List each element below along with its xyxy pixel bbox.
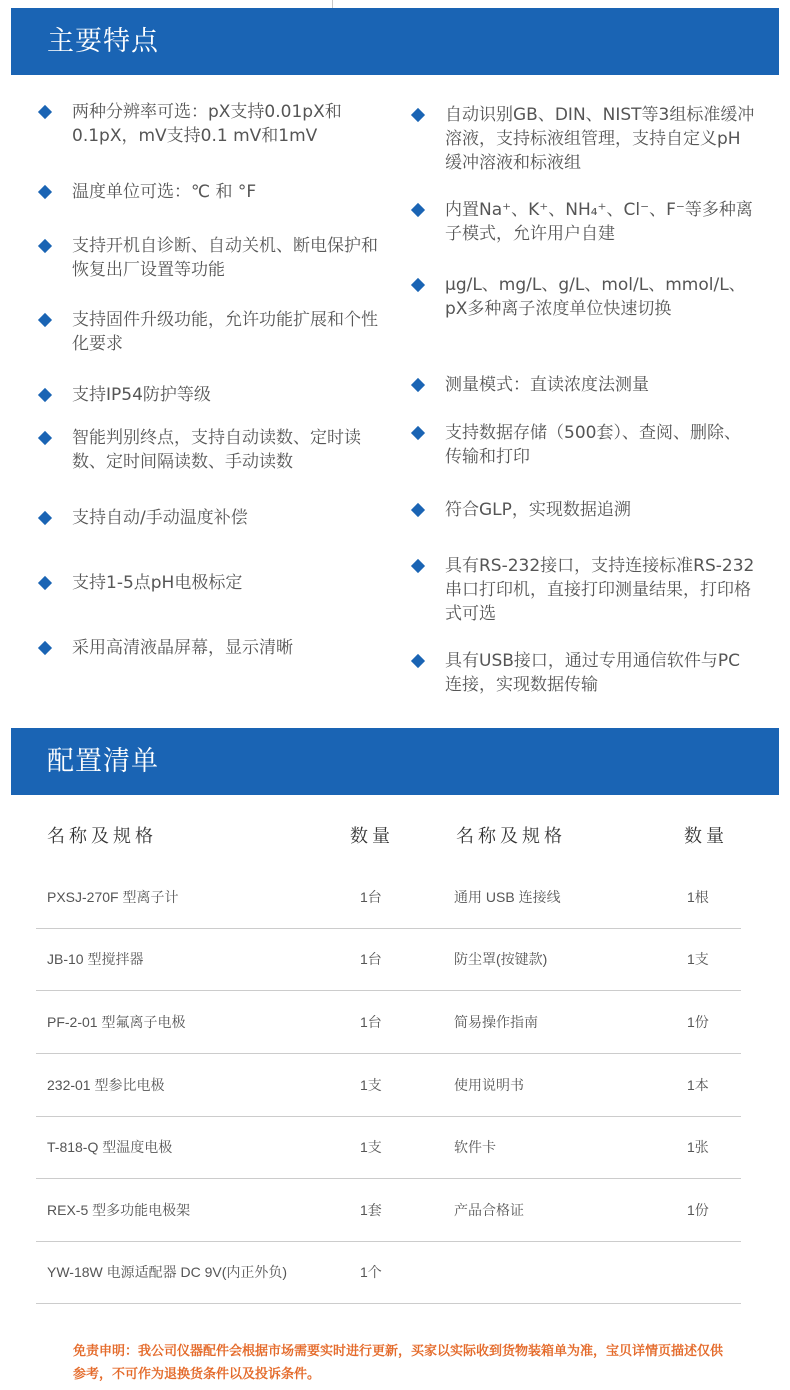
item-name: JB-10 型搅拌器 (47, 951, 144, 967)
item-name: PXSJ-270F 型离子计 (47, 889, 179, 905)
feature-item: 自动识别GB、DIN、NIST等3组标准缓冲溶液，支持标液组管理，支持自定义pH缓冲溶液和标液组 (410, 103, 755, 175)
item-name: YW-18W 电源适配器 DC 9V(内正外负) (47, 1264, 288, 1280)
feature-item: 支持1-5点pH电极标定 (37, 571, 382, 595)
feature-item: 支持开机自诊断、自动关机、断电保护和恢复出厂设置等功能 (37, 234, 382, 282)
feature-item: 温度单位可选：℃ 和 °F (37, 180, 382, 204)
item-qty: 1台 (360, 1014, 382, 1030)
feature-item: μg/L、mg/L、g/L、mol/L、mmol/L、pX多种离子浓度单位快速切换 (410, 273, 755, 321)
item-name: 防尘罩(按键款) (454, 951, 548, 967)
diamond-bullet-icon (38, 313, 52, 327)
table-row (36, 1241, 741, 1304)
diamond-bullet-icon (411, 203, 425, 217)
config-title: 配置清单 (47, 746, 159, 777)
table-row (36, 866, 741, 929)
item-qty: 1台 (360, 951, 382, 967)
item-qty: 1根 (687, 889, 709, 905)
table-row (36, 1054, 741, 1117)
item-name: T-818-Q 型温度电极 (47, 1139, 173, 1155)
feature-item: 支持自动/手动温度补偿 (37, 506, 382, 530)
feature-item: 支持IP54防护等级 (37, 383, 382, 407)
table-row (36, 1116, 741, 1179)
diamond-bullet-icon (38, 641, 52, 655)
item-qty: 1支 (360, 1139, 382, 1155)
diamond-bullet-icon (38, 239, 52, 253)
header-name-col2: 名称及规格 (456, 826, 566, 847)
feature-item: 具有RS-232接口，支持连接标准RS-232串口打印机，直接打印测量结果，打印格式可选 (410, 554, 755, 626)
header-qty-col1: 数量 (350, 826, 394, 847)
feature-item: 支持固件升级功能，允许功能扩展和个性化要求 (37, 308, 382, 356)
feature-item: 两种分辨率可选：pX支持0.01pX和0.1pX，mV支持0.1 mV和1mV (37, 100, 382, 148)
diamond-bullet-icon (411, 503, 425, 517)
diamond-bullet-icon (411, 108, 425, 122)
features-title: 主要特点 (47, 26, 159, 57)
item-qty: 1支 (687, 951, 709, 967)
feature-item: 支持数据存储（500套）、查阅、删除、传输和打印 (410, 421, 755, 469)
table-row (36, 928, 741, 991)
item-qty: 1张 (687, 1139, 709, 1155)
item-qty: 1支 (360, 1077, 382, 1093)
diamond-bullet-icon (411, 559, 425, 573)
item-qty: 1本 (687, 1077, 709, 1093)
item-qty: 1份 (687, 1202, 709, 1218)
table-row (36, 991, 741, 1054)
config-banner (11, 728, 779, 795)
feature-item: 具有USB接口，通过专用通信软件与PC连接，实现数据传输 (410, 649, 755, 697)
diamond-bullet-icon (38, 431, 52, 445)
diamond-bullet-icon (411, 426, 425, 440)
diamond-bullet-icon (38, 105, 52, 119)
feature-item: 符合GLP，实现数据追溯 (410, 498, 755, 522)
disclaimer-text: 免责申明：我公司仪器配件会根据市场需要实时进行更新，买家以实际收到货物装箱单为准，宝贝详情页描述仅供参考，不可作为退换货条件以及投诉条件。 (73, 1344, 724, 1382)
item-qty: 1个 (360, 1264, 382, 1280)
item-name: PF-2-01 型氟离子电极 (47, 1014, 186, 1030)
feature-item: 内置Na⁺、K⁺、NH₄⁺、Cl⁻、F⁻等多种离子模式，允许用户自建 (410, 198, 755, 246)
diamond-bullet-icon (411, 378, 425, 392)
item-qty: 1台 (360, 889, 382, 905)
item-name: 232-01 型参比电极 (47, 1077, 165, 1093)
header-name-col1: 名称及规格 (47, 826, 157, 847)
header-qty-col2: 数量 (684, 826, 728, 847)
item-name: 软件卡 (454, 1139, 496, 1155)
item-qty: 1份 (687, 1014, 709, 1030)
item-name: 使用说明书 (454, 1077, 524, 1093)
item-name: 产品合格证 (454, 1202, 524, 1218)
feature-item: 测量模式：直读浓度法测量 (410, 373, 755, 397)
features-banner (11, 8, 779, 75)
top-divider (332, 0, 333, 8)
diamond-bullet-icon (38, 576, 52, 590)
diamond-bullet-icon (411, 278, 425, 292)
item-qty: 1套 (360, 1202, 382, 1218)
diamond-bullet-icon (38, 511, 52, 525)
item-name: REX-5 型多功能电极架 (47, 1202, 191, 1218)
item-name: 通用 USB 连接线 (454, 889, 561, 905)
diamond-bullet-icon (38, 388, 52, 402)
table-row (36, 1179, 741, 1242)
diamond-bullet-icon (38, 185, 52, 199)
feature-item: 智能判别终点，支持自动读数、定时读数、定时间隔读数、手动读数 (37, 426, 382, 474)
diamond-bullet-icon (411, 654, 425, 668)
feature-item: 采用高清液晶屏幕，显示清晰 (37, 636, 382, 660)
item-name: 简易操作指南 (454, 1014, 538, 1030)
top-strip (0, 0, 790, 8)
